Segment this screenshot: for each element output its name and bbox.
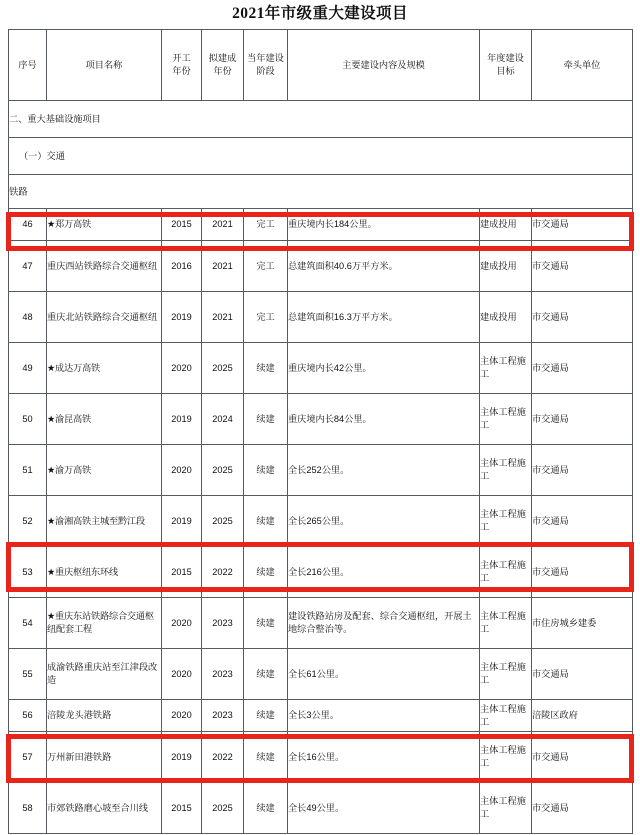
cell-finish-year: 2025 (202, 343, 244, 394)
cell-finish-year: 2024 (202, 394, 244, 445)
column-header-stage-line2: 阶段 (256, 66, 275, 76)
cell-seq: 52 (9, 496, 47, 547)
cell-project-name: 万州新田港铁路 (47, 732, 162, 783)
cell-lead-unit: 市住房城乡建委 (532, 598, 633, 649)
cell-content: 建设铁路站房及配套、综合交通枢纽，开展土地综合整治等。 (288, 598, 480, 649)
cell-finish-year: 2021 (202, 241, 244, 292)
cell-annual-target: 主体工程施工 (480, 783, 532, 834)
cell-seq: 48 (9, 292, 47, 343)
table-header-row (9, 30, 633, 101)
cell-start-year: 2019 (162, 732, 202, 783)
section-row-transport (9, 138, 633, 175)
cell-start-year: 2019 (162, 394, 202, 445)
cell-seq: 53 (9, 547, 47, 598)
cell-seq: 56 (9, 700, 47, 732)
cell-content: 重庆境内长84公里。 (288, 394, 480, 445)
cell-stage: 完工 (244, 209, 288, 241)
column-header-annual-target-line2: 目标 (496, 66, 515, 76)
cell-content: 总建筑面积40.6万平方米。 (288, 241, 480, 292)
table-row[interactable] (9, 783, 633, 834)
cell-start-year: 2016 (162, 241, 202, 292)
cell-content: 重庆境内长184公里。 (288, 209, 480, 241)
cell-content: 全长49公里。 (288, 783, 480, 834)
cell-start-year: 2020 (162, 700, 202, 732)
table-row[interactable] (9, 700, 633, 732)
cell-start-year: 2015 (162, 783, 202, 834)
cell-finish-year: 2021 (202, 292, 244, 343)
cell-start-year: 2020 (162, 649, 202, 700)
cell-project-name: 重庆北站铁路综合交通枢纽 (47, 292, 162, 343)
cell-content: 全长61公里。 (288, 649, 480, 700)
cell-stage: 续建 (244, 649, 288, 700)
cell-start-year: 2019 (162, 292, 202, 343)
cell-content: 全长252公里。 (288, 445, 480, 496)
table-row[interactable] (9, 209, 633, 241)
cell-project-name: 重庆西站铁路综合交通枢纽 (47, 241, 162, 292)
column-header-annual-target (480, 30, 532, 101)
table-row[interactable] (9, 292, 633, 343)
projects-table-wrapper (8, 29, 632, 834)
table-row[interactable] (9, 394, 633, 445)
cell-finish-year: 2025 (202, 496, 244, 547)
cell-finish-year: 2023 (202, 700, 244, 732)
column-header-finish-year-line1: 拟建成 (208, 53, 237, 63)
cell-lead-unit: 市交通局 (532, 209, 633, 241)
cell-start-year: 2019 (162, 496, 202, 547)
cell-content: 重庆境内长42公里。 (288, 343, 480, 394)
cell-lead-unit: 涪陵区政府 (532, 700, 633, 732)
cell-annual-target: 建成投用 (480, 241, 532, 292)
column-header-seq-line1: 序号 (18, 59, 37, 70)
cell-finish-year: 2023 (202, 598, 244, 649)
cell-project-name: ★渝湘高铁主城至黔江段 (47, 496, 162, 547)
cell-lead-unit: 市交通局 (532, 394, 633, 445)
cell-stage: 续建 (244, 394, 288, 445)
cell-finish-year: 2022 (202, 547, 244, 598)
table-row[interactable] (9, 241, 633, 292)
cell-annual-target: 建成投用 (480, 209, 532, 241)
column-header-content (288, 30, 480, 101)
column-header-annual-target-line1: 年度建设 (487, 53, 524, 63)
cell-finish-year: 2025 (202, 783, 244, 834)
cell-lead-unit: 市交通局 (532, 649, 633, 700)
cell-stage: 续建 (244, 732, 288, 783)
cell-project-name: 市郊铁路磨心坡至合川线 (47, 783, 162, 834)
table-row[interactable] (9, 445, 633, 496)
cell-stage: 续建 (244, 343, 288, 394)
cell-seq: 49 (9, 343, 47, 394)
column-header-start-year (162, 30, 202, 101)
cell-annual-target: 主体工程施工 (480, 649, 532, 700)
cell-lead-unit: 市交通局 (532, 241, 633, 292)
cell-project-name: 成渝铁路重庆站至江津段改造 (47, 649, 162, 700)
cell-seq: 47 (9, 241, 47, 292)
cell-seq: 57 (9, 732, 47, 783)
cell-content: 全长16公里。 (288, 732, 480, 783)
cell-stage: 续建 (244, 598, 288, 649)
cell-lead-unit: 市交通局 (532, 783, 633, 834)
cell-annual-target: 主体工程施工 (480, 598, 532, 649)
column-header-start-year-line2: 年份 (172, 66, 191, 76)
table-row[interactable] (9, 547, 633, 598)
column-header-finish-year-line2: 年份 (213, 66, 232, 76)
cell-stage: 续建 (244, 445, 288, 496)
cell-annual-target: 主体工程施工 (480, 732, 532, 783)
cell-seq: 55 (9, 649, 47, 700)
cell-stage: 完工 (244, 292, 288, 343)
column-header-finish-year (202, 30, 244, 101)
column-header-seq (9, 30, 47, 101)
column-header-project-name (47, 30, 162, 101)
cell-content: 全长3公里。 (288, 700, 480, 732)
column-header-start-year-line1: 开工 (172, 53, 191, 63)
table-row[interactable] (9, 732, 633, 783)
cell-stage: 完工 (244, 241, 288, 292)
cell-lead-unit: 市交通局 (532, 343, 633, 394)
column-header-lead-unit-line1: 牵头单位 (563, 59, 601, 70)
page-title: 2021年市级重大建设项目 (232, 5, 408, 22)
section-label-railway: 铁路 (9, 175, 633, 209)
table-header (9, 30, 633, 101)
cell-annual-target: 主体工程施工 (480, 343, 532, 394)
cell-seq: 51 (9, 445, 47, 496)
cell-annual-target: 主体工程施工 (480, 496, 532, 547)
column-header-stage (244, 30, 288, 101)
section-label-major-infra: 二、重大基础设施项目 (9, 101, 633, 138)
cell-lead-unit: 市交通局 (532, 496, 633, 547)
column-header-stage-line1: 当年建设 (247, 53, 284, 63)
cell-stage: 续建 (244, 496, 288, 547)
cell-project-name: ★郑万高铁 (47, 209, 162, 241)
cell-seq: 50 (9, 394, 47, 445)
cell-lead-unit: 市交通局 (532, 445, 633, 496)
cell-content: 全长216公里。 (288, 547, 480, 598)
cell-lead-unit: 市交通局 (532, 292, 633, 343)
cell-stage: 续建 (244, 783, 288, 834)
table-body (9, 101, 633, 834)
column-header-content-line1: 主要建设内容及规模 (342, 59, 425, 70)
cell-finish-year: 2025 (202, 445, 244, 496)
cell-content: 总建筑面积16.3万平方米。 (288, 292, 480, 343)
cell-finish-year: 2021 (202, 209, 244, 241)
cell-project-name: ★渝万高铁 (47, 445, 162, 496)
cell-annual-target: 主体工程施工 (480, 700, 532, 732)
cell-project-name: ★重庆东站铁路综合交通枢纽配套工程 (47, 598, 162, 649)
cell-stage: 续建 (244, 547, 288, 598)
table-row[interactable] (9, 598, 633, 649)
cell-finish-year: 2022 (202, 732, 244, 783)
cell-project-name: ★成达万高铁 (47, 343, 162, 394)
cell-start-year: 2020 (162, 598, 202, 649)
table-row[interactable] (9, 496, 633, 547)
cell-seq: 54 (9, 598, 47, 649)
column-header-project-name-line1: 项目名称 (85, 59, 123, 70)
cell-project-name: ★渝昆高铁 (47, 394, 162, 445)
cell-annual-target: 主体工程施工 (480, 445, 532, 496)
cell-stage: 续建 (244, 700, 288, 732)
table-row[interactable] (9, 343, 633, 394)
cell-content: 全长265公里。 (288, 496, 480, 547)
projects-table (8, 29, 633, 834)
section-row-railway (9, 175, 633, 209)
cell-project-name: ★重庆枢纽东环线 (47, 547, 162, 598)
cell-annual-target: 主体工程施工 (480, 547, 532, 598)
cell-lead-unit: 市交通局 (532, 732, 633, 783)
cell-lead-unit: 市交通局 (532, 547, 633, 598)
cell-annual-target: 建成投用 (480, 292, 532, 343)
cell-seq: 58 (9, 783, 47, 834)
cell-annual-target: 主体工程施工 (480, 394, 532, 445)
cell-start-year: 2015 (162, 547, 202, 598)
cell-start-year: 2015 (162, 209, 202, 241)
cell-project-name: 涪陵龙头港铁路 (47, 700, 162, 732)
section-row-major-infra (9, 101, 633, 138)
table-row[interactable] (9, 649, 633, 700)
column-header-lead-unit (532, 30, 633, 101)
section-label-transport: （一）交通 (9, 138, 633, 175)
cell-start-year: 2020 (162, 343, 202, 394)
cell-finish-year: 2023 (202, 649, 244, 700)
cell-seq: 46 (9, 209, 47, 241)
cell-start-year: 2020 (162, 445, 202, 496)
